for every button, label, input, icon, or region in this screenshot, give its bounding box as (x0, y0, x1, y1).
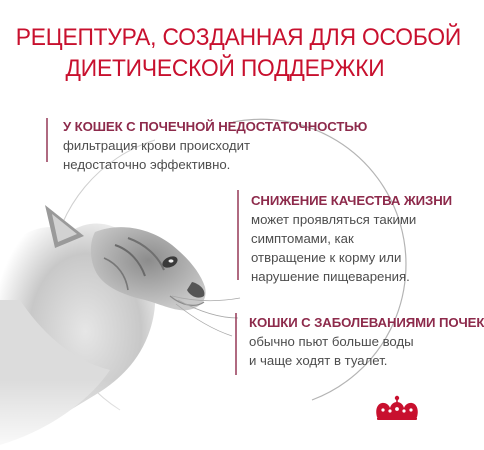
info-block-title: У КОШЕК С ПОЧЕЧНОЙ НЕДОСТАТОЧНОСТЬЮ (63, 119, 368, 134)
info-block-title: СНИЖЕНИЕ КАЧЕСТВА ЖИЗНИ (251, 193, 452, 208)
info-block-body-line: может проявляться такими (251, 212, 417, 227)
info-block-body (63, 136, 313, 174)
info-block-kidney-disease (249, 315, 484, 370)
info-block-body-line: фильтрация крови происходит (63, 138, 251, 153)
headline-line-1: РЕЦЕПТУРА, СОЗДАННАЯ ДЛЯ ОСОБОЙ (15, 24, 462, 51)
info-block-kidney-failure (63, 119, 368, 174)
info-block-body-line: симптомами, как (251, 231, 354, 246)
info-block-body-line: отвращение к корму или (251, 250, 402, 265)
info-block-body-line: недостаточно эффективно. (63, 157, 231, 172)
info-block-body-line: нарушение пищеварения. (251, 269, 410, 284)
info-block-body (249, 332, 444, 370)
info-block-body-line: обычно пьют больше воды (249, 334, 414, 349)
cat-photo (0, 205, 240, 450)
info-block-body-line: и чаще ходят в туалет. (249, 353, 388, 368)
info-block-title: КОШКИ С ЗАБОЛЕВАНИЯМИ ПОЧЕК (249, 315, 484, 330)
crown-icon (371, 395, 423, 421)
headline-line-2: ДИЕТИЧЕСКОЙ ПОДДЕРЖКИ (65, 55, 385, 82)
info-block-body (251, 210, 441, 286)
info-block-quality-of-life (251, 193, 452, 286)
